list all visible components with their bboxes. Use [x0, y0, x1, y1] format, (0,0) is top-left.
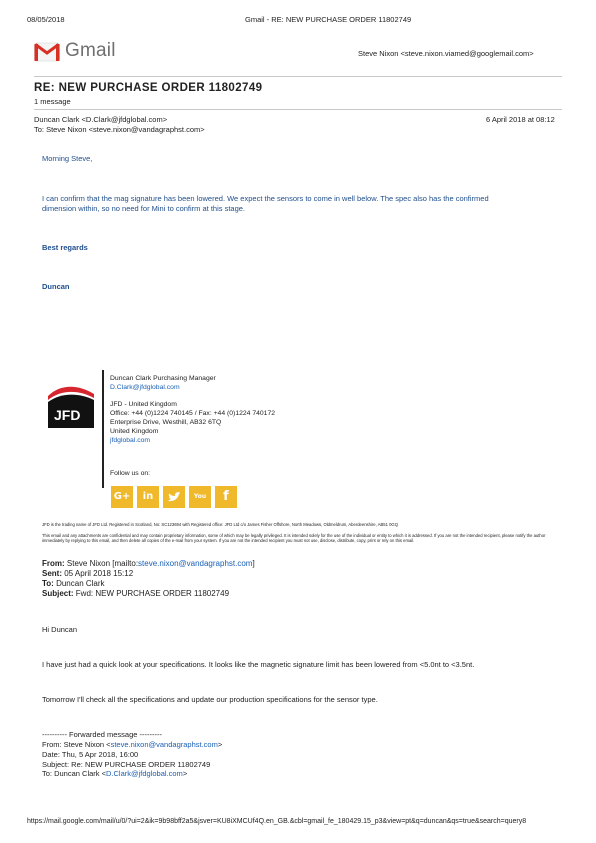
- forwarded-to: To: Duncan Clark <D.Clark@jfdglobal.com>: [42, 769, 188, 778]
- account-info: Steve Nixon <steve.nixon.viamed@googlemail.com>: [358, 49, 534, 58]
- sender: Duncan Clark <D.Clark@jfdglobal.com>: [34, 115, 168, 124]
- quoted-sent: Sent: 05 April 2018 15:12: [42, 569, 134, 578]
- quoted-from: From: Steve Nixon [mailto:steve.nixon@vandagraphst.com]: [42, 559, 255, 568]
- regards: Best regards: [42, 243, 88, 252]
- quoted-to: To: Duncan Clark: [42, 579, 105, 588]
- quoted-from-email-link[interactable]: steve.nixon@vandagraphst.com: [138, 559, 253, 568]
- message-date: 6 April 2018 at 08:12: [486, 115, 555, 124]
- print-title: Gmail - RE: NEW PURCHASE ORDER 11802749: [245, 15, 412, 24]
- forwarded-date: Date: Thu, 5 Apr 2018, 16:00: [42, 750, 139, 759]
- body-line-2: dimension within, so no need for Mini to confirm at this stage.: [42, 204, 246, 213]
- subject-divider: [34, 109, 562, 110]
- message-count: 1 message: [34, 97, 71, 106]
- body-line-1: I can confirm that the mag signature has been lowered. We expect the sensors to come in well below. The spec also has the confirmed: [42, 194, 489, 203]
- forwarded-subject: Subject: Re: NEW PURCHASE ORDER 11802749: [42, 760, 211, 769]
- legal-confidentiality: This email and any attachments are confidential and may contain proprietary information, some of which may be legally privileged. It is intended solely for the use of the individual or entity to which it is addressed. If you are not the intended recipient, please notify the author immediately by replying to this email, and then delete all copies of the e-mail from your system. If you are not the intended recipient you must not use, disclose, distribute, copy, print or rely on this email.: [42, 533, 546, 544]
- forwarded-from-email-link[interactable]: steve.nixon@vandagraphst.com: [110, 740, 218, 749]
- quoted-line-1: I have just had a quick look at your specifications. It looks like the magnetic signature limit has been lowered from <5.0nt to <3.5nt.: [42, 660, 475, 669]
- forwarded-to-email-link[interactable]: D.Clark@jfdglobal.com: [106, 769, 183, 778]
- signature-company: JFD - United Kingdom: [110, 401, 177, 408]
- print-date: 08/05/2018: [27, 15, 65, 24]
- twitter-icon[interactable]: [163, 486, 185, 508]
- quoted-subject: Subject: Fwd: NEW PURCHASE ORDER 11802749: [42, 589, 230, 598]
- linkedin-icon[interactable]: in: [137, 486, 159, 508]
- quoted-line-2: Tomorrow I'll check all the specifications and update our production specifications for the sensor type.: [42, 695, 378, 704]
- header-divider: [34, 76, 562, 77]
- forwarded-divider: ---------- Forwarded message ---------: [42, 730, 162, 739]
- follow-us-label: Follow us on:: [110, 470, 151, 477]
- facebook-icon[interactable]: f: [215, 486, 237, 508]
- recipient: To: Steve Nixon <steve.nixon@vandagraphst.com>: [34, 125, 205, 134]
- greeting: Morning Steve,: [42, 154, 93, 163]
- quoted-greeting: Hi Duncan: [42, 625, 78, 634]
- google-plus-icon[interactable]: G+: [111, 486, 133, 508]
- signature-divider: [102, 370, 104, 488]
- signature-address: Enterprise Drive, Westhill, AB32 6TQ: [110, 419, 222, 426]
- signature-phones: Office: +44 (0)1224 740145 / Fax: +44 (0)1224 740172: [110, 410, 276, 417]
- youtube-icon[interactable]: You: [189, 486, 211, 508]
- signature-email-link[interactable]: D.Clark@jfdglobal.com: [110, 384, 180, 391]
- signature-website-link[interactable]: jfdglobal.com: [110, 437, 151, 444]
- thread-subject: RE: NEW PURCHASE ORDER 11802749: [34, 82, 263, 94]
- jfd-logo: [46, 382, 96, 428]
- signature-country: United Kingdom: [110, 428, 159, 435]
- print-url: https://mail.google.com/mail/u/0/?ui=2&ik=9b98bff2a5&jsver=KU8iXMCUf4Q.en_GB.&cbl=gmail_fe_180429.15_p3&view=pt&q=duncan&qs=true&search=query8: [27, 818, 527, 825]
- gmail-logo-icon: [34, 42, 60, 62]
- gmail-logo-text: Gmail: [65, 40, 116, 61]
- svg-text:JFD: JFD: [54, 407, 81, 423]
- legal-registration: JFD is the trading name of JFD Ltd. Registered in Scotland, No: SC123694 with Registered office: JFD Ltd c/o James Fisher Offshore, North Meadows, Oldmeldrum, Aberdeenshire, AB51 0GQ: [42, 522, 398, 527]
- signature-title: Duncan Clark Purchasing Manager: [110, 375, 216, 382]
- forwarded-from: From: Steve Nixon <steve.nixon@vandagraphst.com>: [42, 740, 223, 749]
- sender-name: Duncan: [42, 282, 70, 291]
